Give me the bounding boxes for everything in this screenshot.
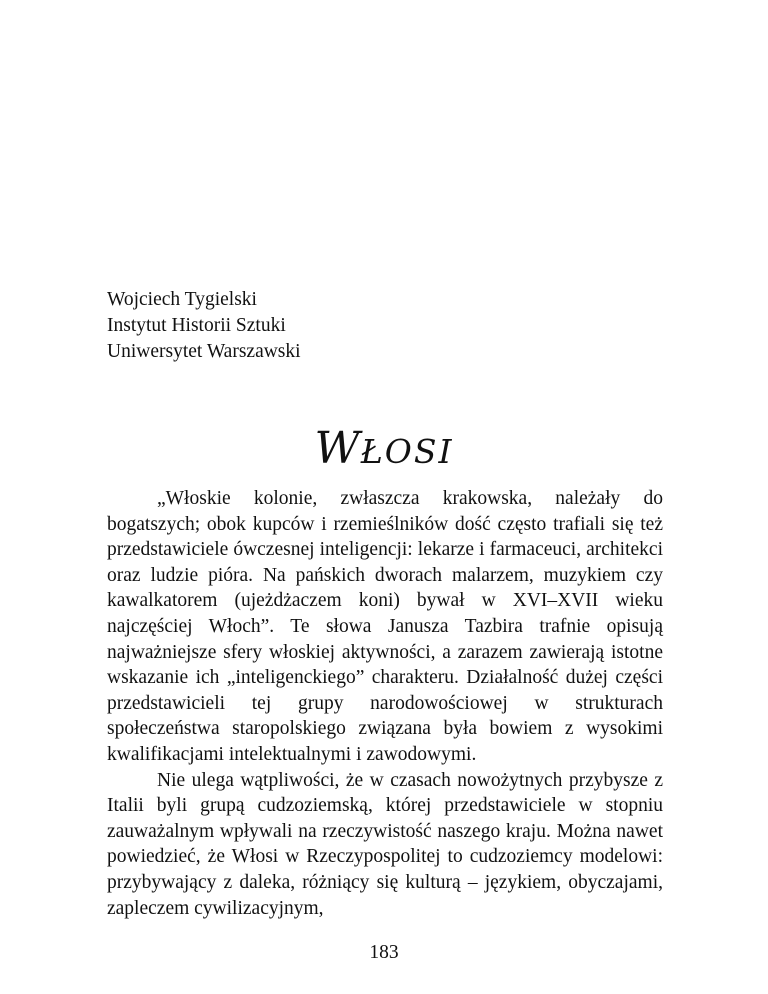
author-block [107, 287, 301, 365]
paragraph-1: „Włoskie kolonie, zwłaszcza krakowska, należały do bogatszych; obok kupców i rzemieślników dość często trafiali się też przedstawiciele ówczesnej inteligencji: lekarze i farmaceuci, architekci oraz ludzie pióra. Na pańskich dworach malarzem, muzykiem czy kawalkatorem (ujeżdżaczem koni) bywał w XVI–XVII wieku najczęściej Włoch”. Te słowa Janusza Tazbira trafnie opisują najważniejsze sfery włoskiej aktywności, a zarazem zawierają istotne wskazanie ich „inteligenckiego” charakteru. Działalność dużej części przedstawicieli tej grupy narodowościowej w strukturach społeczeństwa staropolskiego związana była bowiem z wysokimi kwalifikacjami intelektualnymi i zawodowymi. [107, 488, 663, 765]
paragraph-2: Nie ulega wątpliwości, że w czasach nowożytnych przybysze z Italii byli grupą cudzoziemską, której przedstawiciele w stopniu zauważalnym wpływali na rzeczywistość naszego kraju. Można nawet powiedzieć, że Włosi w Rzeczypospolitej to cudzoziemcy modelowi: przybywający z daleka, różniący się kulturą – językiem, obyczajami, zapleczem cywilizacyjnym, [107, 769, 663, 919]
chapter-title [0, 424, 768, 477]
body-text [107, 486, 663, 921]
author-name: Wojciech Tygielski [107, 289, 257, 310]
author-university: Uniwersytet Warszawski [107, 341, 301, 362]
chapter-title-initial: W [314, 423, 361, 474]
author-institute: Instytut Historii Sztuki [107, 315, 286, 336]
page-number: 183 [369, 942, 399, 963]
chapter-title-rest: ŁOSI [360, 432, 454, 471]
